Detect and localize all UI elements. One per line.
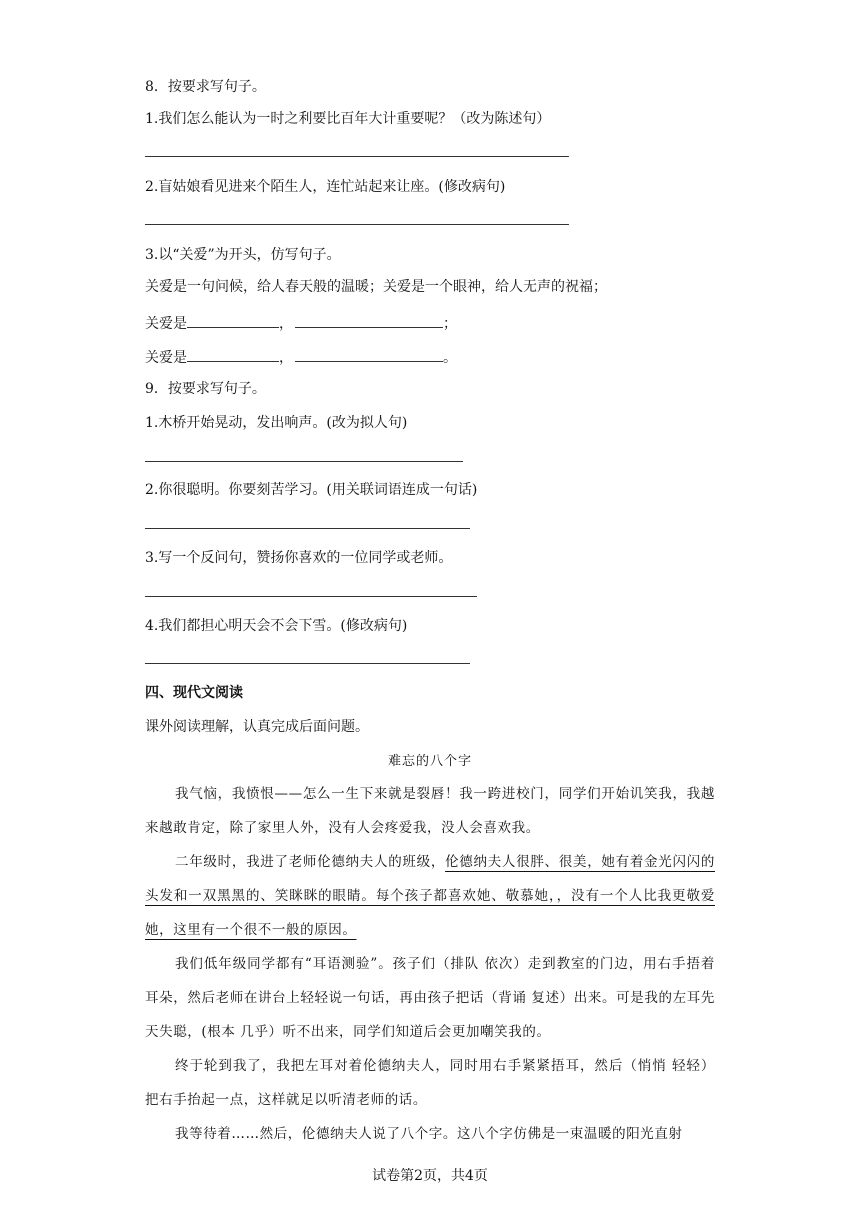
fill-prefix: 关爱是	[145, 316, 187, 332]
fill-blank-2b[interactable]	[295, 346, 443, 362]
section4-instruction: 课外阅读理解，认真完成后面问题。	[145, 719, 369, 735]
answer-line-q8-2[interactable]	[145, 224, 569, 225]
paragraph-4-text: 终于轮到我了，我把左耳对着伦德纳夫人，同时用右手紧紧捂耳，然后（悄悄 轻轻）把右手抬起一点，这样就足以听清老师的话。	[145, 1058, 715, 1108]
answer-line-q9-2[interactable]	[145, 528, 470, 529]
passage-paragraph-1	[145, 777, 715, 845]
passage-title: 难忘的八个字	[387, 754, 472, 769]
q9-item4: 4.我们都担心明天会不会下雪。(修改病句)	[145, 618, 408, 634]
passage-paragraph-3	[145, 947, 715, 1049]
underlined-sentence: 伦德纳夫人很胖、很美，她有着金光闪闪的头发和一双黑黑的、笑眯眯的眼睛。每个孩子都喜欢她、敬慕她，，没有一个人比我更敬爱她，这里有一个很不一般的原因。	[145, 854, 715, 938]
q8-item2: 2.盲姑娘看见进来个陌生人，连忙站起来让座。(修改病句)	[145, 179, 506, 195]
q9-item2: 2.你很聪明。你要刻苦学习。(用关联词语连成一句话)	[145, 482, 478, 498]
q8-item1: 1.我们怎么能认为一时之利要比百年大计重要呢？（改为陈述句）	[145, 111, 551, 127]
q8-heading: 8．按要求写句子。	[145, 79, 266, 95]
answer-line-q9-4[interactable]	[145, 663, 470, 664]
fill-semicolon: ；	[443, 316, 457, 332]
fill-prefix: 关爱是	[145, 350, 187, 366]
q9-item1: 1.木桥开始晃动，发出响声。(改为拟人句)	[145, 415, 408, 431]
q8-fill-row-2	[145, 346, 457, 367]
answer-line-q8-1[interactable]	[145, 156, 569, 157]
fill-period: 。	[443, 350, 457, 366]
fill-blank-1b[interactable]	[295, 312, 443, 328]
paragraph-5-text: 我等待着……然后，伦德纳夫人说了八个字。这八个字仿佛是一束温暖的阳光直射	[175, 1126, 683, 1142]
q8-example: 关爱是一句问候，给人春天般的温暖；关爱是一个眼神，给人无声的祝福；	[145, 279, 607, 295]
q8-fill-row-1	[145, 312, 457, 333]
q9-item3: 3.写一个反问句，赞扬你喜欢的一位同学或老师。	[145, 550, 453, 566]
section4-heading: 四、现代文阅读	[145, 685, 243, 701]
q8-item3: 3.以“关爱”为开头，仿写句子。	[145, 247, 341, 263]
answer-line-q9-3[interactable]	[145, 596, 477, 597]
fill-comma: ，	[279, 350, 293, 366]
paragraph-2-text: 二年级时，我进了老师伦德纳夫人的班级，	[175, 854, 446, 870]
passage-paragraph-4	[145, 1049, 715, 1117]
page-footer: 试卷第2页，共4页	[372, 1168, 488, 1184]
paragraph-3-text: 我们低年级同学都有“耳语测验”。孩子们（排队 依次）走到教室的门边，用右手捂着耳朵，然后老师在讲台上轻轻说一句话，再由孩子把话（背诵 复述）出来。可是我的左耳先天失聪，(根本 几乎）听不出来，同学们知道后会更加嘲笑我的。	[145, 956, 715, 1040]
answer-line-q9-1[interactable]	[145, 461, 463, 462]
fill-comma: ，	[279, 316, 293, 332]
fill-blank-1a[interactable]	[187, 312, 279, 328]
paragraph-1-text: 我气恼，我愤恨——怎么一生下来就是裂唇！我一跨进校门，同学们开始讥笑我，我越来越敢肯定，除了家里人外，没有人会疼爱我，没人会喜欢我。	[145, 786, 715, 836]
passage-paragraph-5	[145, 1117, 715, 1151]
fill-blank-2a[interactable]	[187, 346, 279, 362]
passage-paragraph-2	[145, 845, 715, 947]
q9-heading: 9．按要求写句子。	[145, 381, 266, 397]
